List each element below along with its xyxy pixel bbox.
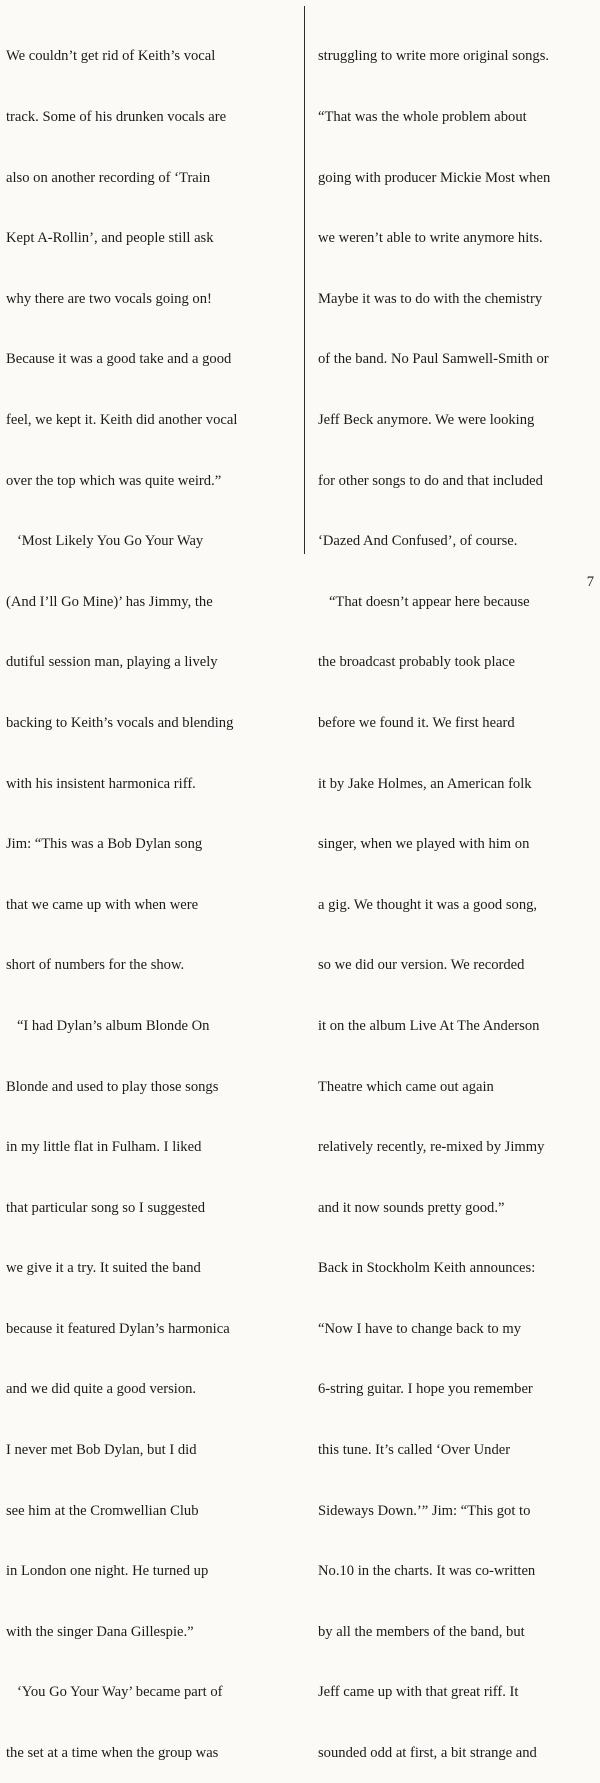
text-line: it by Jake Holmes, an American folk: [318, 775, 532, 792]
text-line: see him at the Cromwellian Club: [6, 1502, 199, 1519]
text-line: because it featured Dylan’s harmonica: [6, 1320, 230, 1337]
text-line: No.10 in the charts. It was co-written: [318, 1563, 536, 1580]
text-line: dutiful session man, playing a lively: [6, 654, 218, 671]
text-line: “That doesn’t appear here because: [318, 593, 530, 610]
text-line: “I had Dylan’s album Blonde On: [6, 1017, 210, 1034]
text-line: Kept A-Rollin’, and people still ask: [6, 230, 214, 247]
text-line: We couldn’t get rid of Keith’s vocal: [6, 48, 216, 65]
text-line: we weren’t able to write anymore hits.: [318, 230, 543, 247]
text-line: so we did our version. We recorded: [318, 957, 525, 974]
text-line: that particular song so I suggested: [6, 1199, 205, 1216]
text-line: ‘You Go Your Way’ became part of: [6, 1684, 223, 1701]
text-line: 6-string guitar. I hope you remember: [318, 1381, 533, 1398]
text-line: sounded odd at first, a bit strange and: [318, 1745, 537, 1762]
text-line: “Now I have to change back to my: [318, 1320, 522, 1337]
text-line: in my little flat in Fulham. I liked: [6, 1139, 202, 1156]
text-line: ‘Dazed And Confused’, of course.: [318, 533, 518, 550]
text-line: Sideways Down.’” Jim: “This got to: [318, 1502, 531, 1519]
text-line: the broadcast probably took place: [318, 654, 515, 671]
text-line: that we came up with when were: [6, 896, 199, 913]
text-line: we give it a try. It suited the band: [6, 1260, 201, 1277]
text-line: Blonde and used to play those songs: [6, 1078, 219, 1095]
text-line: Maybe it was to do with the chemistry: [318, 290, 543, 307]
text-line: the set at a time when the group was: [6, 1745, 219, 1762]
text-line: relatively recently, re-mixed by Jimmy: [318, 1139, 545, 1156]
text-line: by all the members of the band, but: [318, 1623, 525, 1640]
text-line: “That was the whole problem about: [318, 109, 527, 125]
text-line: of the band. No Paul Samwell-Smith or: [318, 351, 549, 368]
text-line: Jeff Beck anymore. We were looking: [318, 411, 535, 428]
text-line: Jim: “This was a Bob Dylan song: [6, 836, 203, 853]
page-number: 7: [586, 574, 594, 590]
text-line: and it now sounds pretty good.”: [318, 1199, 505, 1216]
text-line: with his insistent harmonica riff.: [6, 775, 196, 792]
text-line: for other songs to do and that included: [318, 472, 543, 489]
text-line: backing to Keith’s vocals and blending: [6, 714, 234, 731]
text-line: ‘Most Likely You Go Your Way: [6, 533, 204, 550]
text-line: Theatre which came out again: [318, 1078, 494, 1095]
text-line: why there are two vocals going on!: [6, 290, 212, 307]
text-line: Jeff came up with that great riff. It: [318, 1684, 519, 1701]
text-line: track. Some of his drunken vocals are: [6, 109, 227, 125]
left-column: [6, 6, 294, 1783]
text-line: and we did quite a good version.: [6, 1381, 197, 1398]
text-line: Because it was a good take and a good: [6, 351, 232, 368]
text-line: short of numbers for the show.: [6, 957, 185, 974]
text-line: before we found it. We first heard: [318, 714, 515, 731]
text-line: this tune. It’s called ‘Over Under: [318, 1442, 511, 1459]
text-line: (And I’ll Go Mine)’ has Jimmy, the: [6, 593, 213, 610]
text-line: Back in Stockholm Keith announces:: [318, 1260, 536, 1277]
text-line: over the top which was quite weird.”: [6, 472, 222, 489]
text-line: singer, when we played with him on: [318, 836, 530, 853]
text-line: struggling to write more original songs.: [318, 48, 550, 65]
text-line: in London one night. He turned up: [6, 1563, 209, 1580]
text-line: it on the album Live At The Anderson: [318, 1017, 540, 1034]
text-line: with the singer Dana Gillespie.”: [6, 1623, 194, 1640]
column-divider: [304, 6, 305, 554]
text-line: a gig. We thought it was a good song,: [318, 896, 538, 913]
text-line: feel, we kept it. Keith did another vocal: [6, 411, 238, 428]
text-line: also on another recording of ‘Train: [6, 169, 211, 186]
text-line: going with producer Mickie Most when: [318, 169, 551, 186]
right-column: [318, 6, 592, 1783]
text-line: I never met Bob Dylan, but I did: [6, 1442, 197, 1459]
